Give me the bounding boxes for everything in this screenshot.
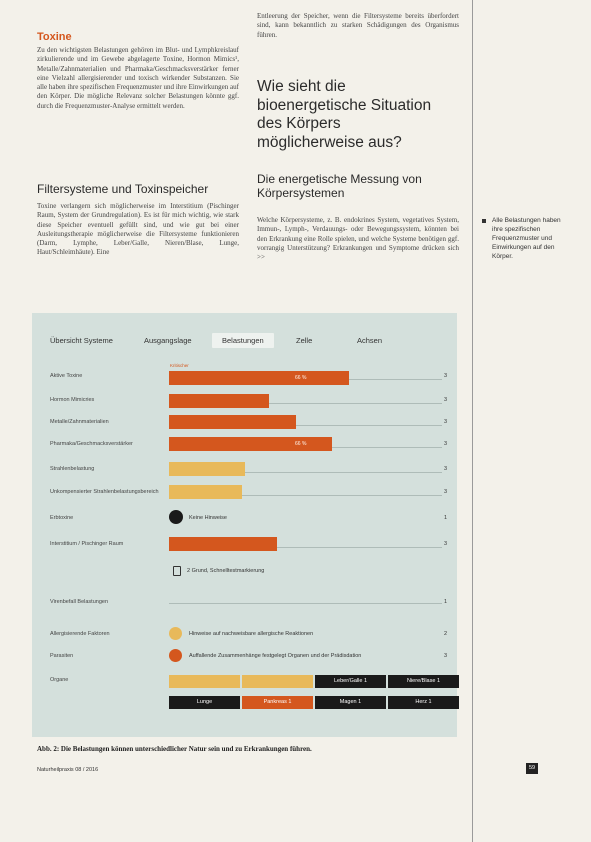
belastungen-figure bbox=[32, 313, 457, 737]
row-num: 2 bbox=[444, 631, 448, 637]
row-label: Allergisierende Faktoren bbox=[50, 631, 110, 637]
organ-tile[interactable] bbox=[242, 675, 313, 688]
tab-ausgangslage[interactable]: Ausgangslage bbox=[144, 336, 192, 345]
figure-tabs bbox=[32, 333, 457, 351]
organ-tile[interactable]: Pankreas 1 bbox=[242, 696, 313, 709]
bar-metalle bbox=[169, 415, 296, 429]
allergen-icon bbox=[169, 627, 182, 640]
info-text: 2 Grund, Schnelltestmarkierung bbox=[187, 568, 265, 574]
row-label: Interstitium / Pischinger Raum bbox=[50, 541, 124, 547]
row-label: Strahlenbelastung bbox=[50, 466, 95, 472]
row-label: Pharmaka/Geschmacksverstärker bbox=[50, 441, 133, 447]
intro-paragraph: Entleerung der Speicher, wenn die Filtersysteme bereits überfordert sind, kann bekanntlich zu starken Schädigungen des Organismus führen. bbox=[257, 12, 459, 39]
organ-tile[interactable]: Herz 1 bbox=[388, 696, 459, 709]
figure-caption: Abb. 2: Die Belastungen können unterschiedlicher Natur sein und zu Erkrankungen führen. bbox=[37, 745, 312, 753]
organ-tile[interactable]: Niere/Blase 1 bbox=[388, 675, 459, 688]
organ-tile[interactable]: Leber/Galle 1 bbox=[315, 675, 386, 688]
organ-tile[interactable]: Lunge bbox=[169, 696, 240, 709]
toxine-paragraph: Zu den wichtigsten Belastungen gehören im Blut- und Lymphkreislauf zirkulierende und im Gewebe abgelagerte Toxine, Hormon Mimics¹, Metalle/Zahnmaterialien und Pharmaka/Geschmacksverstärker ferner eine Vielzahl allergisierender und toxisch wirkender Substanzen. Sie alle haben ihre spezifischen Frequenzmuster und ihre Einwirkungen auf den Körper. Die mögliche Relevanz solcher Belastungen könnte ggf. durch die Frequenzmuster-Analyse ermittelt werden. bbox=[37, 46, 239, 110]
bar-interstitium bbox=[169, 537, 277, 551]
legend-text: Auffallende Zusammenhänge festgelegt Organen und der Prädisdation bbox=[189, 653, 362, 659]
parasite-icon bbox=[169, 649, 182, 662]
tab-uebersicht[interactable]: Übersicht Systeme bbox=[50, 336, 113, 345]
row-num: 3 bbox=[444, 489, 448, 495]
erbtoxine-dot bbox=[169, 510, 183, 524]
bar-value: 66 % bbox=[295, 441, 307, 447]
tab-zelle[interactable]: Zelle bbox=[296, 336, 313, 345]
section-heading-line: des Körpers bbox=[257, 115, 341, 132]
row-num: 3 bbox=[444, 397, 448, 403]
row-label: Erbtoxine bbox=[50, 515, 74, 521]
systems-paragraph: Welche Körpersysteme, z. B. endokrines System, vegetatives System, Immun-, Lymph-, Verdauungs- oder Bewegungssystem, könnten bei den Erkrankung eine Rolle spielen, und welche Systeme benötigen ggf. vorrangig Unterstützung? Erkrankungen und Symptome drücken sich >> bbox=[257, 216, 459, 262]
bar-pharmaka bbox=[169, 437, 332, 451]
info-icon bbox=[173, 566, 181, 576]
erbtoxine-value: Keine Hinweise bbox=[189, 515, 227, 521]
row-label: Metalle/Zahnmaterialien bbox=[50, 419, 109, 425]
section-heading-line: bioenergetische Situation bbox=[257, 96, 432, 114]
row-num: 1 bbox=[444, 515, 448, 521]
bar-strahlenbelastung bbox=[169, 462, 245, 476]
side-note-bullet bbox=[482, 219, 486, 223]
section-heading-line: möglicherweise aus? bbox=[257, 133, 402, 151]
organ-tile[interactable]: Magen 1 bbox=[315, 696, 386, 709]
row-label: Hormon Mimicries bbox=[50, 397, 95, 403]
sub-heading-line: Körpersystemen bbox=[257, 186, 345, 200]
side-note: Alle Belastungen haben ihre spezifischen Frequenzmuster und Einwirkungen auf den Körper. bbox=[492, 217, 561, 260]
column-divider bbox=[472, 0, 473, 842]
heading-filtersysteme: Filtersysteme und Toxinspeicher bbox=[37, 182, 209, 196]
footer-journal: Naturheilpraxis 08 / 2016 bbox=[37, 767, 99, 773]
bar-aktive-toxine bbox=[169, 371, 349, 385]
organ-tile[interactable] bbox=[169, 675, 240, 688]
heading-toxine: Toxine bbox=[37, 31, 72, 43]
tab-achsen[interactable]: Achsen bbox=[357, 336, 383, 345]
row-num: 3 bbox=[444, 373, 448, 379]
row-track bbox=[169, 603, 442, 604]
sub-heading-line: Die energetische Messung von bbox=[257, 172, 422, 186]
row-num: 3 bbox=[444, 419, 448, 425]
row-num: 1 bbox=[444, 599, 448, 605]
row-label: Virenbefall Belastungen bbox=[50, 599, 108, 605]
row-num: 3 bbox=[444, 441, 448, 447]
row-num: 3 bbox=[444, 653, 448, 659]
bar-strahlenbereich bbox=[169, 485, 242, 499]
row-label: Parasiten bbox=[50, 653, 74, 659]
section-heading bbox=[257, 78, 467, 152]
legend-text: Hinweise auf nachweisbare allergische Reaktionen bbox=[189, 631, 314, 637]
scale-label: Kritischer bbox=[170, 363, 189, 368]
bar-hormon-mimicries bbox=[169, 394, 269, 408]
sub-heading bbox=[257, 172, 467, 200]
organs-label: Organe bbox=[50, 677, 69, 683]
page-number: 59 bbox=[526, 763, 538, 774]
row-label: Aktive Toxine bbox=[50, 373, 83, 379]
section-heading-line: Wie sieht die bbox=[257, 78, 346, 95]
row-label: Unkompensierter Strahlenbelastungsbereich bbox=[50, 489, 159, 495]
row-num: 3 bbox=[444, 466, 448, 472]
row-num: 3 bbox=[444, 541, 448, 547]
bar-value: 66 % bbox=[295, 375, 307, 381]
filter-paragraph: Toxine verlangern sich möglicherweise im Interstitium (Pischinger Raum, System der Grundregulation). Es ist für mich wichtig, wie stark diese Speicher eventuell gefüllt sind, und wie gut bei einer Ausleitungstherapie möglicherweise die Filtersysteme funktionieren (Darm, Lymphe, Leber/Galle, Nieren/Blase, Lunge, Haut/Schleimhäute). Eine bbox=[37, 202, 239, 257]
tab-belastungen[interactable]: Belastungen bbox=[212, 333, 274, 348]
